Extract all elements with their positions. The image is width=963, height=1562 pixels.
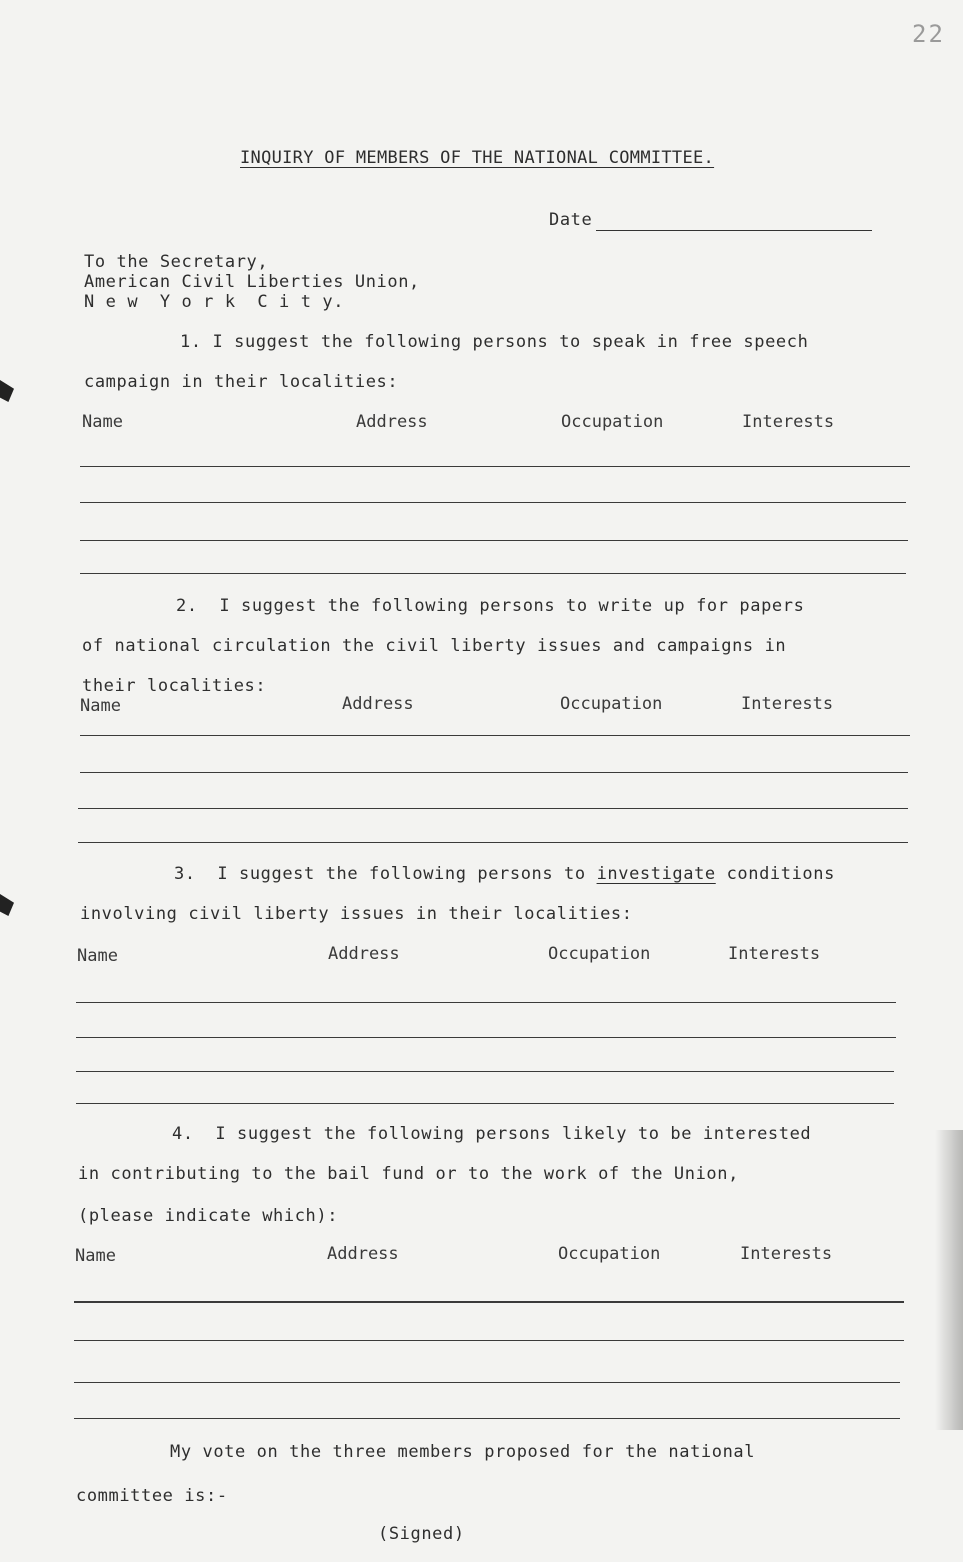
section-4-col-name: Name <box>75 1246 116 1266</box>
section-2-entry-line[interactable] <box>78 808 908 809</box>
section-3-line-1 <box>174 864 835 884</box>
section-3-line-1-post: conditions <box>715 864 835 884</box>
section-1-entry-line[interactable] <box>80 466 910 467</box>
section-1-col-address: Address <box>356 412 428 432</box>
section-1-entry-line[interactable] <box>80 573 906 574</box>
date-label: Date <box>549 210 593 230</box>
section-3-col-address: Address <box>328 944 400 964</box>
section-2-line-1: 2. I suggest the following persons to write up for papers <box>176 596 805 616</box>
section-4-line-2: in contributing to the bail fund or to the work of the Union, <box>78 1164 739 1184</box>
section-2-entry-line[interactable] <box>80 772 908 773</box>
section-4-col-address: Address <box>327 1244 399 1264</box>
document-title: INQUIRY OF MEMBERS OF THE NATIONAL COMMITTEE. <box>240 148 715 168</box>
section-2-col-address: Address <box>342 694 414 714</box>
section-1-col-interests: Interests <box>742 412 835 432</box>
section-3-col-occupation: Occupation <box>548 944 651 964</box>
section-4-line-1: 4. I suggest the following persons likely to be interested <box>172 1124 812 1144</box>
section-1-line-2: campaign in their localities: <box>84 372 399 392</box>
section-4-entry-line[interactable] <box>74 1418 900 1419</box>
section-2-col-interests: Interests <box>741 694 834 714</box>
section-1-col-name: Name <box>82 412 123 432</box>
section-4-entry-line[interactable] <box>74 1382 900 1383</box>
section-4-entry-line[interactable] <box>74 1340 904 1341</box>
vote-line-2: committee is:- <box>76 1486 228 1506</box>
section-4-entry-line[interactable] <box>74 1301 904 1303</box>
vote-line-1: My vote on the three members proposed for the national <box>170 1442 756 1462</box>
section-4-col-interests: Interests <box>740 1244 833 1264</box>
section-3-col-interests: Interests <box>728 944 821 964</box>
section-2-line-3: their localities: <box>82 676 267 696</box>
page-number: 22 <box>912 20 945 48</box>
section-4-line-3: (please indicate which): <box>78 1206 339 1226</box>
section-3-entry-line[interactable] <box>76 1002 896 1003</box>
section-1-entry-line[interactable] <box>80 540 908 541</box>
addressee-line-3: N e w Y o r k C i t y. <box>84 292 345 312</box>
addressee-line-2: American Civil Liberties Union, <box>84 272 420 292</box>
section-3-entry-line[interactable] <box>76 1103 894 1104</box>
section-2-col-occupation: Occupation <box>560 694 663 714</box>
section-2-entry-line[interactable] <box>80 735 910 736</box>
section-3-entry-line[interactable] <box>76 1071 894 1072</box>
signed-label: (Signed) <box>378 1524 465 1544</box>
section-1-entry-line[interactable] <box>80 502 906 503</box>
section-3-col-name: Name <box>77 946 118 966</box>
section-2-col-name: Name <box>80 696 121 716</box>
section-2-line-2: of national circulation the civil liberty issues and campaigns in <box>82 636 787 656</box>
section-1-line-1: 1. I suggest the following persons to speak in free speech <box>180 332 809 352</box>
section-3-emphasis: investigate <box>596 864 716 884</box>
binding-hole-mark <box>0 894 14 916</box>
addressee-line-1: To the Secretary, <box>84 252 269 272</box>
section-3-line-1-pre: 3. I suggest the following persons to <box>174 864 597 884</box>
section-3-line-2: involving civil liberty issues in their localities: <box>80 904 633 924</box>
date-field-line[interactable] <box>596 230 872 231</box>
binding-hole-mark <box>0 380 14 402</box>
section-1-col-occupation: Occupation <box>561 412 664 432</box>
section-4-col-occupation: Occupation <box>558 1244 661 1264</box>
section-2-entry-line[interactable] <box>78 842 908 843</box>
section-3-entry-line[interactable] <box>76 1037 896 1038</box>
page-edge-shadow <box>935 1130 963 1430</box>
